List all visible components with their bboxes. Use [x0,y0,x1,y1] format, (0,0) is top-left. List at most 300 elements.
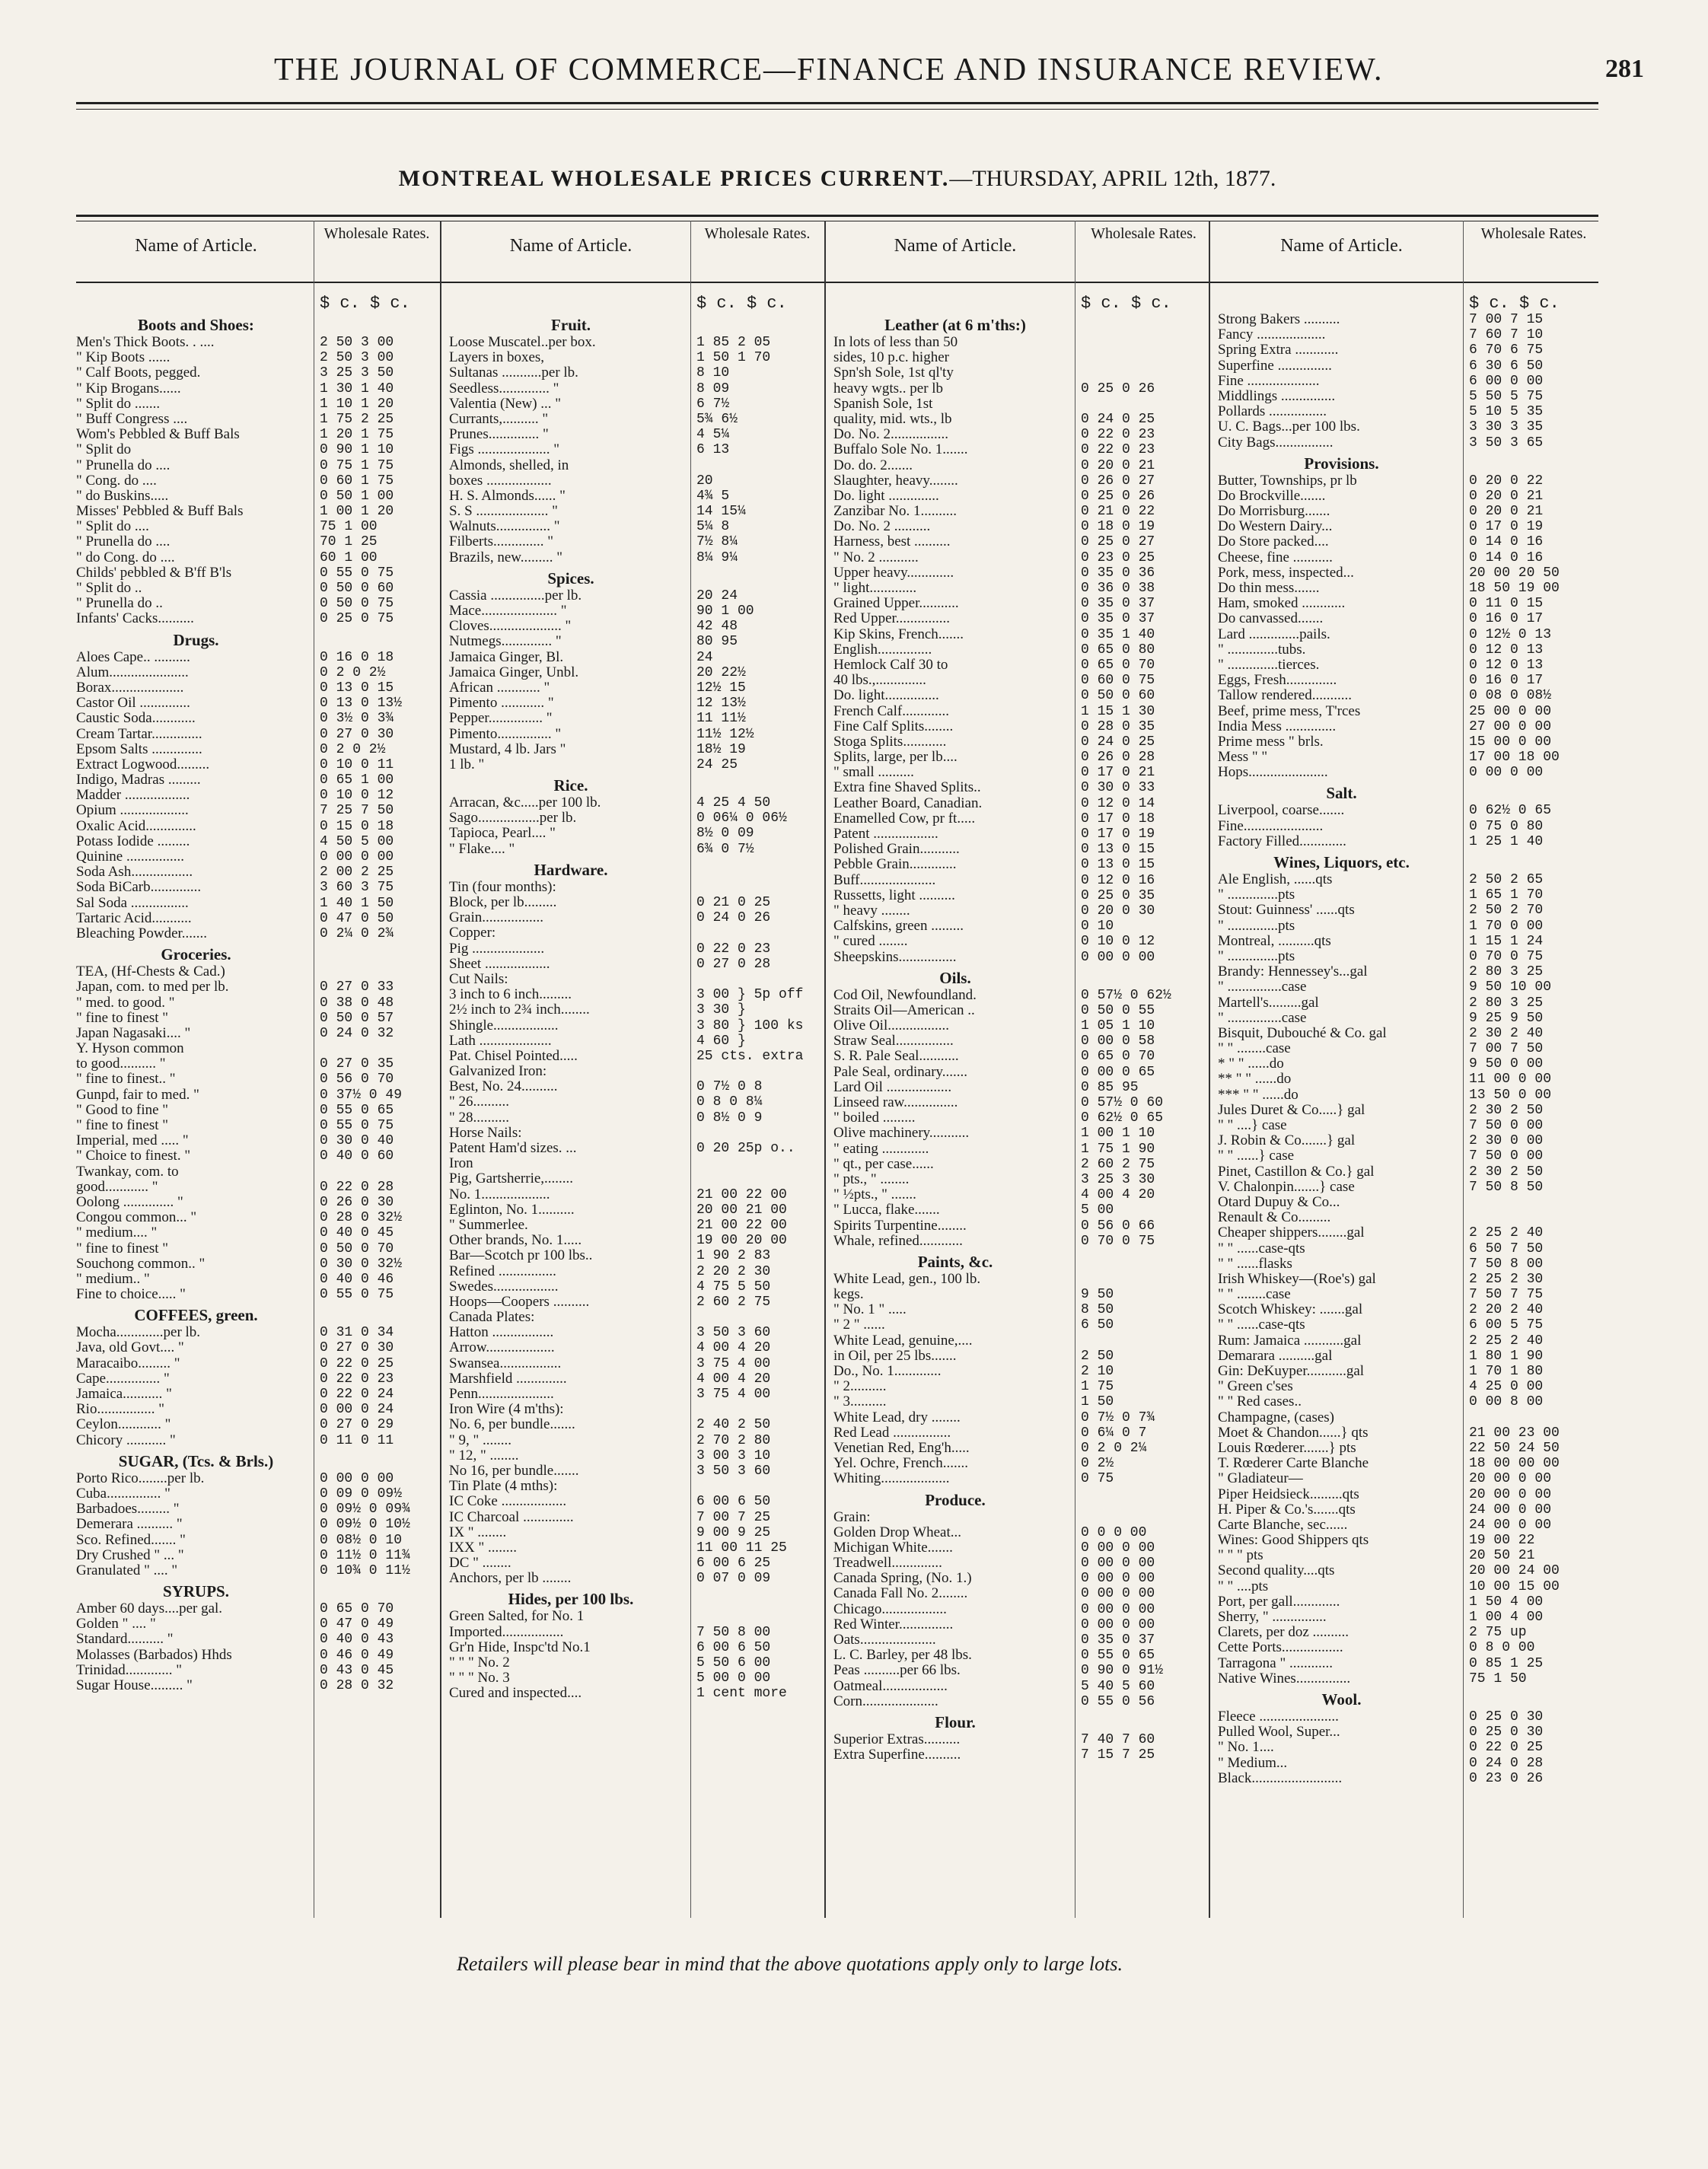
article-name: India Mess .............. [1218,718,1337,734]
wholesale-rate: 2 70 2 80 [696,1432,771,1448]
section-heading [76,1302,434,1325]
wholesale-rate: 24 00 0 00 [1469,1517,1552,1533]
section-heading [833,965,1206,988]
price-row [833,1126,1206,1141]
price-row [1218,1349,1598,1364]
wholesale-rate: 0 38 0 48 [320,995,394,1011]
article-name: Cheaper shippers........gal [1218,1225,1365,1241]
article-name: Aloes Cape.. .......... [76,649,190,665]
article-name: Grain................. [449,910,544,926]
wholesale-rate: 7 25 7 50 [320,803,394,819]
price-row [833,857,1206,872]
price-row [833,1410,1206,1425]
article-name: Cette Ports................. [1218,1640,1343,1656]
price-row [76,788,434,803]
article-name: Stout: Guinness' ......qts [1218,903,1355,919]
article-name: Congou common... " [76,1210,197,1226]
price-row [1218,1088,1598,1103]
price-row [76,1433,434,1448]
article-name: U. C. Bags...per 100 lbs. [1218,419,1360,435]
article-name: Red Upper............... [833,611,951,627]
wholesale-rate: 0 00 0 58 [1081,1034,1155,1049]
article-name: Standard.......... " [76,1632,174,1648]
price-row [76,1340,434,1355]
wholesale-rate: 18 50 19 00 [1469,581,1560,596]
price-row [76,865,434,880]
article-name: " " ....} case [1218,1118,1287,1133]
section-heading-label: Hardware. [534,860,608,879]
article-name: Penn..................... [449,1387,554,1402]
article-name: Extract Logwood......... [76,756,210,772]
wholesale-rate: 3 60 3 75 [320,880,394,896]
price-row [449,1156,818,1171]
wholesale-rate: 5 10 5 35 [1469,404,1544,420]
column-divider [440,221,441,1918]
article-name: " Calf Boots, pegged. [76,365,201,381]
price-row [833,335,1206,350]
price-row [833,397,1206,412]
wholesale-rate: 1 50 [1081,1394,1114,1410]
price-row [76,1026,434,1041]
article-name: Bar—Scotch pr 100 lbs.. [449,1248,593,1264]
article-name: " ½pts., " ....... [833,1187,916,1203]
wholesale-rate: 25 cts. extra [696,1048,804,1064]
price-row [833,1018,1206,1034]
article-name: Jamaica Ginger, Bl. [449,649,564,665]
wholesale-rate: 2 30 2 50 [1469,1164,1544,1180]
wholesale-rate: 11 11½ [696,711,746,727]
article-name: White Lead, gen., 100 lb. [833,1271,981,1287]
article-name: Cloves.................... " [449,619,572,635]
price-row [449,1479,818,1494]
price-row [76,1663,434,1678]
article-name: IC Coke .................. [449,1494,567,1510]
price-row [76,995,434,1011]
article-name: Canada Spring, (No. 1.) [833,1571,972,1587]
price-row [76,1256,434,1272]
price-row [833,827,1206,842]
article-name: " Gladiateur— [1218,1471,1303,1487]
wholesale-rate: 6 70 6 75 [1469,342,1544,358]
article-name: Splits, large, per lb.... [833,750,958,766]
wholesale-rate: 2 50 3 00 [320,350,394,366]
article-name: Iron Wire (4 m'ths): [449,1402,564,1418]
article-name: " fine to finest.. " [76,1072,176,1088]
price-row [76,665,434,680]
wholesale-rate: 4 00 4 20 [696,1371,771,1387]
price-row [449,350,818,365]
price-row [76,1056,434,1072]
price-row [1218,565,1598,581]
wholesale-rate: 20 00 24 00 [1469,1563,1560,1579]
wholesale-rate: 0 35 0 36 [1081,565,1155,581]
article-name: " fine to finest " [76,1241,169,1256]
rates-column-header: Wholesale Rates. [323,225,430,242]
price-row [449,1525,818,1540]
price-row [1218,1771,1598,1786]
wholesale-rate: 0 22 0 23 [696,941,771,957]
wholesale-rate: 0 20 25p o.. [696,1141,795,1156]
wholesale-rate: 5¼ 8 [696,519,730,535]
wholesale-rate: 0 12 0 13 [1469,642,1544,658]
price-row [1218,734,1598,750]
price-row [76,1517,434,1532]
wholesale-rate: 4 00 4 20 [1081,1187,1155,1203]
wholesale-rate: 75 1 50 [1469,1671,1527,1686]
price-row [833,1049,1206,1064]
wholesale-rate: 10 00 15 00 [1469,1578,1560,1594]
price-row [76,1402,434,1417]
price-row [76,1118,434,1133]
page-number: 281 [1605,55,1644,83]
price-row [833,873,1206,888]
price-row [1218,1103,1598,1118]
article-name: " " ........case [1218,1041,1291,1057]
wholesale-rate: 0 55 0 65 [1081,1648,1155,1664]
wholesale-rate: 7 50 0 00 [1469,1118,1544,1133]
price-row [1218,1709,1598,1725]
article-name: Soda Ash................. [76,865,193,881]
price-row [833,473,1206,489]
price-row [449,1448,818,1464]
wholesale-rate: 15 00 0 00 [1469,734,1552,750]
article-name: Butter, Townships, pr lb [1218,473,1357,489]
wholesale-rate: 0 22 0 23 [1081,427,1155,443]
article-name: 1 lb. " [449,756,485,772]
article-name: heavy wgts.. per lb [833,381,944,397]
wholesale-rate: 2 10 [1081,1364,1114,1379]
article-name: Filberts.............. " [449,534,554,550]
price-row [449,519,818,534]
price-row [449,880,818,895]
price-row [449,1034,818,1049]
wholesale-rate: 0 24 0 25 [1081,734,1155,750]
price-row [1218,1756,1598,1771]
price-row [1218,704,1598,719]
price-row [76,1471,434,1486]
wholesale-rate: 12 13½ [696,696,746,712]
price-row [833,919,1206,934]
price-row [449,1279,818,1295]
price-row [449,727,818,742]
article-name: Liverpool, coarse....... [1218,803,1345,819]
article-name: Oatmeal.................. [833,1678,948,1694]
article-name: Barbadoes......... " [76,1502,180,1518]
price-row [76,519,434,534]
article-name: Sco. Refined....... " [76,1532,186,1548]
article-name: Epsom Salts .............. [76,741,202,757]
wholesale-rate: 7 50 0 00 [1469,1148,1544,1164]
wholesale-rate: 0 09 0 09½ [320,1486,403,1502]
article-name: Hops...................... [1218,765,1328,781]
article-name: Gr'n Hide, Inspc'td No.1 [449,1639,591,1655]
wholesale-rate: 20 24 [696,588,738,604]
price-row [449,1340,818,1355]
article-name: " No. 1.... [1218,1740,1274,1756]
price-row [1218,1548,1598,1563]
article-name: Souchong common.. " [76,1256,206,1272]
price-row [1218,1502,1598,1518]
article-name: Do Western Dairy... [1218,519,1333,535]
price-row [1218,404,1598,419]
wholesale-rate: 2 75 up [1469,1625,1527,1641]
price-row [1218,1180,1598,1195]
wholesale-rate: 0 11 0 11 [320,1432,394,1448]
price-row [833,1218,1206,1234]
price-row [449,1609,818,1624]
price-row [1218,1394,1598,1409]
price-row [833,765,1206,780]
section-heading [833,312,1206,335]
article-name: Do. No. 2 .......... [833,519,931,535]
article-name: Imperial, med ..... " [76,1133,189,1149]
section-heading [76,1448,434,1471]
price-row [1218,1133,1598,1148]
article-name: " " " pts [1218,1548,1263,1564]
price-row [449,1433,818,1448]
price-row [833,1157,1206,1172]
wholesale-rate: 2 60 2 75 [1081,1156,1155,1172]
article-name: Galvanized Iron: [449,1064,547,1080]
wholesale-rate: 0 25 0 26 [1081,488,1155,504]
article-name: Straw Seal................ [833,1034,954,1049]
wholesale-rate: 0 65 0 80 [1081,642,1155,658]
price-row [833,1586,1206,1601]
article-name: Twankay, com. to [76,1164,179,1180]
price-row [76,1164,434,1180]
price-column-1 [76,221,434,1918]
article-name: Whale, refined............ [833,1233,963,1249]
price-row [1218,473,1598,489]
price-row [833,627,1206,642]
price-row [1218,1471,1598,1486]
article-name: Tin (four months): [449,879,556,895]
article-name: Harness, best .......... [833,534,951,550]
wholesale-rate: 0 24 0 32 [320,1025,394,1041]
price-row [1218,1026,1598,1041]
article-name: Oxalic Acid.............. [76,818,196,834]
wholesale-rate: 1 30 1 40 [320,381,394,397]
wholesale-rate: 8½ 0 09 [696,826,754,842]
price-row [449,1510,818,1525]
article-name: " do Cong. do .... [76,549,175,565]
wholesale-rate: 0 22 0 28 [320,1179,394,1195]
article-name: Extra fine Shaved Splits.. [833,780,981,796]
article-name: Pimento............... " [449,726,562,742]
wholesale-rate: 5 50 5 75 [1469,388,1544,404]
price-row [1218,934,1598,949]
article-name: " boiled ......... [833,1110,916,1126]
price-row [1218,673,1598,688]
section-heading [833,1249,1206,1272]
article-name: Chicago.................. [833,1601,947,1617]
article-name: ** " " ......do [1218,1072,1292,1088]
article-name: Native Wines............... [1218,1671,1351,1686]
wholesale-rate: 24 00 0 00 [1469,1502,1552,1518]
page-header [76,52,1644,97]
wholesale-rate: 0 00 0 00 [320,1470,394,1486]
price-row [449,757,818,772]
price-row [449,1248,818,1263]
article-name: kegs. [833,1287,864,1303]
wholesale-rate: 0 27 0 30 [320,726,394,742]
rates-column-header: Wholesale Rates. [704,225,811,242]
article-name: Fine Calf Splits........ [833,718,954,734]
price-row [76,335,434,350]
price-row [833,658,1206,673]
article-name: L. C. Barley, per 48 lbs. [833,1648,972,1664]
article-name: Renault & Co......... [1218,1210,1331,1226]
article-name: " " " No. 3 [449,1671,510,1686]
article-name: " Prunella do .... [76,457,170,473]
article-name: Almonds, shelled, in [449,457,569,473]
article-name: Montreal, ..........qts [1218,933,1331,949]
article-name: " " ........case [1218,1287,1291,1303]
article-name: Tartaric Acid........... [76,910,192,926]
wholesale-rate: 0 35 0 37 [1081,596,1155,612]
price-row [76,1616,434,1632]
price-row [833,1425,1206,1441]
wholesale-rate: 2 20 2 40 [1469,1302,1544,1318]
price-row [1218,550,1598,565]
price-row [1218,1287,1598,1302]
price-row [449,680,818,696]
price-row [833,1648,1206,1663]
wholesale-rate: 6¾ 0 7½ [696,841,754,857]
price-row [449,1264,818,1279]
wholesale-rate: 1 40 1 50 [320,895,394,911]
article-name: Loose Muscatel..per box. [449,335,596,350]
article-name: Java, old Govt.... " [76,1340,184,1356]
section-heading-label: Hides, per 100 lbs. [508,1590,634,1609]
wholesale-rate: 60 1 00 [320,549,378,565]
article-name: J. Robin & Co.......} gal [1218,1133,1356,1149]
wholesale-rate: 6 13 [696,442,730,458]
wholesale-rate: 80 95 [696,634,738,650]
wholesale-rate: 5 00 [1081,1202,1114,1218]
wholesale-rate: 0 30 0 32½ [320,1256,403,1272]
price-row [76,1356,434,1371]
price-row [76,611,434,626]
price-row [76,1103,434,1118]
price-row [833,1602,1206,1617]
article-name: In lots of less than 50 [833,335,958,350]
wholesale-rate: 1 65 1 70 [1469,887,1544,903]
wholesale-rate: 0 22 0 23 [1081,442,1155,458]
article-name: good............ " [76,1179,158,1195]
price-row [833,381,1206,397]
wholesale-rate: 4 60 } [696,1033,746,1049]
article-name: Ale English, ......qts [1218,872,1333,887]
price-row [1218,611,1598,626]
wholesale-rate: 20 00 20 50 [1469,565,1560,581]
wholesale-rate: 20 [696,473,713,489]
price-row [833,1172,1206,1187]
article-name: Chicory ........... " [76,1432,176,1448]
price-row [76,1417,434,1432]
price-row [449,1295,818,1310]
price-row [76,772,434,788]
price-row [1218,1056,1598,1072]
wholesale-rate: 0 20 0 21 [1469,488,1544,504]
wholesale-rate: 1 80 1 90 [1469,1348,1544,1364]
wholesale-rate: 0 00 0 65 [1081,1064,1155,1080]
article-name: Infants' Cacks.......... [76,611,194,627]
wholesale-rate: 2 20 2 30 [696,1263,771,1279]
wholesale-rate: 7 00 7 50 [1469,1041,1544,1057]
article-name: Mustard, 4 lb. Jars " [449,741,566,757]
price-row [833,1095,1206,1110]
wholesale-rate: 0 12 0 14 [1081,795,1155,811]
article-name: Amber 60 days....per gal. [76,1601,223,1617]
price-row [449,1640,818,1655]
wholesale-rate: 0 8½ 0 9 [696,1110,763,1126]
price-row [1218,1579,1598,1594]
price-row [1218,919,1598,934]
article-name: Scotch Whiskey: .......gal [1218,1302,1363,1318]
article-name: Hatton ................. [449,1325,554,1341]
wholesale-rate: 1 00 1 20 [320,504,394,520]
article-name: Jamaica Ginger, Unbl. [449,664,579,680]
price-row [76,650,434,665]
article-name: IC Charcoal .............. [449,1509,574,1525]
article-name: Do thin mess....... [1218,581,1320,596]
article-name: Cream Tartar.............. [76,726,202,742]
article-name: V. Chalonpin.......} case [1218,1179,1355,1195]
article-name: Walnuts............... " [449,519,560,535]
price-row [833,1202,1206,1218]
price-row [449,412,818,427]
article-name: " 2.......... [833,1379,887,1395]
article-name: Wom's Pebbled & Buff Bals [76,427,240,443]
price-row [449,1325,818,1340]
article-name: quality, mid. wts., lb [833,411,952,427]
price-row [833,888,1206,903]
article-name: " fine to finest " [76,1010,169,1026]
article-name: Peas ..........per 66 lbs. [833,1663,961,1679]
price-row [449,489,818,504]
price-row [833,365,1206,381]
wholesale-rate: 0 55 0 75 [320,565,394,581]
price-row [76,1563,434,1578]
wholesale-rate: 0 2½ [1081,1456,1114,1472]
article-name: Middlings ............... [1218,388,1336,404]
price-row [449,941,818,957]
article-name: Do Store packed.... [1218,534,1329,550]
article-name: Pinet, Castillon & Co.} gal [1218,1164,1375,1180]
section-heading [76,1578,434,1601]
price-row [1218,688,1598,703]
price-row [449,1494,818,1509]
article-name: Madder .................. [76,788,190,804]
article-name: Factory Filled............. [1218,833,1346,849]
article-name: Iron [449,1156,473,1172]
article-name: " medium.... " [76,1225,158,1241]
wholesale-rate: 0 20 0 30 [1081,903,1155,919]
article-name: Cheese, fine ........... [1218,549,1333,565]
wholesale-rate: 17 00 18 00 [1469,750,1560,766]
article-name: Otard Dupuy & Co... [1218,1194,1340,1210]
wholesale-rate: 0 50 0 75 [320,596,394,612]
wholesale-rate: 20 22½ [696,664,746,680]
wholesale-rate: 0 25 0 27 [1081,534,1155,550]
article-name: " 2 " ...... [833,1317,885,1333]
dollar-cents-header: $ c. $ c. [1469,294,1560,313]
price-row [833,950,1206,965]
wholesale-rate: 14 15¼ [696,504,746,520]
wholesale-rate: 3 30 } [696,1002,746,1018]
wholesale-rate: 0 21 0 25 [696,895,771,910]
